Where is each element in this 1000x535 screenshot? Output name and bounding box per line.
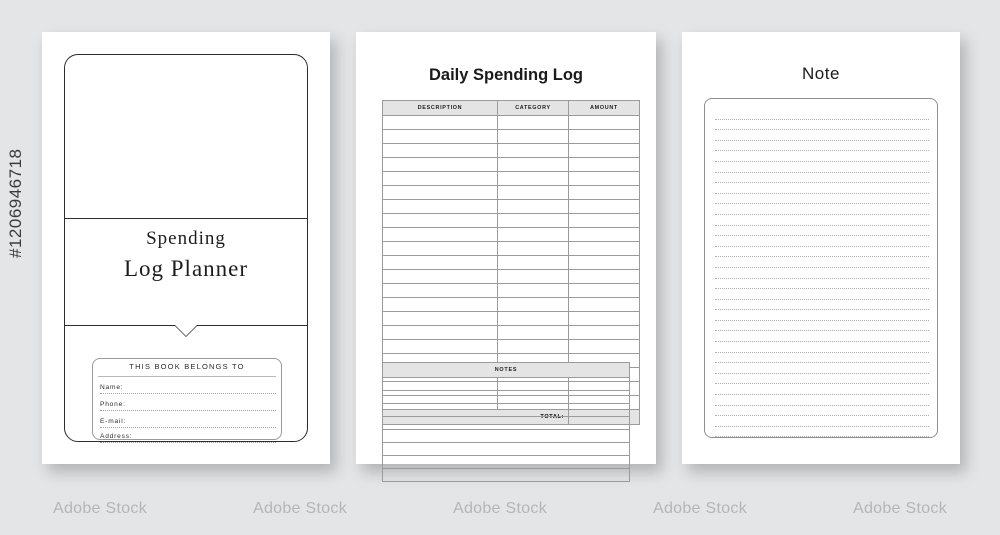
notes-cell[interactable] (383, 378, 630, 391)
table-row[interactable] (383, 284, 640, 298)
watermark-tile: Adobe Stock (52, 500, 148, 517)
cover-title-line2: Log Planner (123, 256, 249, 281)
table-row[interactable] (383, 256, 640, 270)
cell-category[interactable] (498, 200, 569, 214)
note-line[interactable] (715, 215, 929, 226)
note-line[interactable] (715, 321, 929, 332)
cell-category[interactable] (498, 326, 569, 340)
note-line[interactable] (715, 331, 929, 342)
watermark-row (0, 500, 1000, 518)
note-line[interactable] (715, 289, 929, 300)
belongs-to-heading: THIS BOOK BELONGS TO (129, 362, 245, 371)
table-header-row (383, 101, 640, 116)
cell-category[interactable] (498, 144, 569, 158)
cell-description[interactable] (383, 116, 498, 130)
name-field-label: Name: (100, 384, 124, 391)
column-header-amount: AMOUNT (569, 101, 640, 116)
name-field-line (100, 393, 276, 394)
note-line[interactable] (715, 310, 929, 321)
note-line[interactable] (715, 353, 929, 364)
cell-description[interactable] (383, 298, 498, 312)
note-line[interactable] (715, 120, 929, 131)
notes-cell[interactable] (383, 391, 630, 404)
cell-category[interactable] (498, 312, 569, 326)
cover-title (64, 228, 308, 282)
cell-description[interactable] (383, 214, 498, 228)
note-line[interactable] (715, 384, 929, 395)
notes-row[interactable] (383, 430, 630, 443)
table-row[interactable] (383, 228, 640, 242)
name-field[interactable] (100, 384, 276, 391)
cell-description[interactable] (383, 270, 498, 284)
cell-amount[interactable] (569, 116, 640, 130)
cell-description[interactable] (383, 326, 498, 340)
note-line[interactable] (715, 437, 929, 438)
note-line[interactable] (715, 300, 929, 311)
address-field-line (100, 442, 276, 443)
phone-field[interactable] (100, 401, 276, 408)
cell-description[interactable] (383, 312, 498, 326)
note-line[interactable] (715, 194, 929, 205)
notes-row[interactable] (383, 391, 630, 404)
address-field[interactable] (100, 433, 276, 440)
page-note (682, 32, 960, 464)
note-line[interactable] (715, 363, 929, 374)
watermark-tile: Adobe Stock (252, 500, 348, 517)
notes-row[interactable] (383, 443, 630, 456)
cell-category[interactable] (498, 214, 569, 228)
notes-row[interactable] (383, 469, 630, 482)
note-line[interactable] (715, 257, 929, 268)
table-row[interactable] (383, 326, 640, 340)
cell-category[interactable] (498, 284, 569, 298)
email-field-line (100, 427, 276, 428)
note-line[interactable] (715, 141, 929, 152)
cell-description[interactable] (383, 130, 498, 144)
table-row[interactable] (383, 116, 640, 130)
note-line[interactable] (715, 247, 929, 258)
notes-row[interactable] (383, 404, 630, 417)
cell-amount[interactable] (569, 172, 640, 186)
email-field[interactable] (100, 418, 276, 425)
cell-category[interactable] (498, 340, 569, 354)
cell-category[interactable] (498, 116, 569, 130)
note-line[interactable] (715, 395, 929, 406)
cell-amount[interactable] (569, 312, 640, 326)
note-ruled-lines (715, 109, 929, 438)
notes-cell[interactable] (383, 443, 630, 456)
notes-cell[interactable] (383, 404, 630, 417)
page-daily-spending-log (356, 32, 656, 464)
page-spending-log-planner-cover (42, 32, 330, 464)
table-row[interactable] (383, 340, 640, 354)
cell-amount[interactable] (569, 158, 640, 172)
cell-amount[interactable] (569, 284, 640, 298)
cell-description[interactable] (383, 172, 498, 186)
note-line[interactable] (715, 173, 929, 184)
notes-cell[interactable] (383, 456, 630, 469)
phone-field-label: Phone: (100, 401, 126, 408)
table-row[interactable] (383, 312, 640, 326)
cell-description[interactable] (383, 284, 498, 298)
cell-category[interactable] (498, 256, 569, 270)
note-line[interactable] (715, 130, 929, 141)
cell-amount[interactable] (569, 340, 640, 354)
cell-amount[interactable] (569, 326, 640, 340)
table-row[interactable] (383, 242, 640, 256)
column-header-category: CATEGORY (498, 101, 569, 116)
table-row[interactable] (383, 186, 640, 200)
cell-category[interactable] (498, 270, 569, 284)
note-line[interactable] (715, 374, 929, 385)
notes-heading: NOTES (383, 363, 630, 378)
cell-amount[interactable] (569, 200, 640, 214)
note-line[interactable] (715, 406, 929, 417)
cell-amount[interactable] (569, 144, 640, 158)
cell-category[interactable] (498, 172, 569, 186)
cell-amount[interactable] (569, 256, 640, 270)
cell-amount[interactable] (569, 130, 640, 144)
belongs-to-heading-rule (98, 376, 276, 377)
table-row[interactable] (383, 172, 640, 186)
phone-field-line (100, 410, 276, 411)
note-line[interactable] (715, 416, 929, 427)
cell-description[interactable] (383, 228, 498, 242)
note-line[interactable] (715, 109, 929, 120)
cell-description[interactable] (383, 200, 498, 214)
cell-category[interactable] (498, 130, 569, 144)
cell-amount[interactable] (569, 214, 640, 228)
cell-description[interactable] (383, 242, 498, 256)
table-row[interactable] (383, 144, 640, 158)
page-title: Daily Spending Log (428, 66, 583, 84)
cell-category[interactable] (498, 186, 569, 200)
notes-row[interactable] (383, 378, 630, 391)
note-writing-area[interactable] (704, 98, 938, 438)
watermark-tile: Adobe Stock (652, 500, 748, 517)
cell-description[interactable] (383, 340, 498, 354)
note-line[interactable] (715, 162, 929, 173)
cell-amount[interactable] (569, 228, 640, 242)
cell-category[interactable] (498, 158, 569, 172)
notes-row[interactable] (383, 456, 630, 469)
note-line[interactable] (715, 151, 929, 162)
note-line[interactable] (715, 236, 929, 247)
table-row[interactable] (383, 214, 640, 228)
note-line[interactable] (715, 279, 929, 290)
notes-row[interactable] (383, 417, 630, 430)
email-field-label: E-mail: (100, 418, 127, 425)
watermark-tile: Adobe Stock (452, 500, 548, 517)
total-label: TOTAL: (383, 410, 569, 425)
cover-chevron-ornament (175, 325, 197, 336)
notes-cell[interactable] (383, 430, 630, 443)
note-line[interactable] (715, 204, 929, 215)
note-line[interactable] (715, 183, 929, 194)
notes-header-row (383, 363, 630, 378)
cell-category[interactable] (498, 228, 569, 242)
table-row[interactable] (383, 270, 640, 284)
note-line[interactable] (715, 427, 929, 438)
table-row[interactable] (383, 130, 640, 144)
page-title: Note (802, 64, 840, 83)
cell-amount[interactable] (569, 298, 640, 312)
notes-cell[interactable] (383, 469, 630, 482)
cell-description[interactable] (383, 186, 498, 200)
note-line[interactable] (715, 226, 929, 237)
column-header-description: DESCRIPTION (383, 101, 498, 116)
notes-cell[interactable] (383, 417, 630, 430)
notes-table (382, 362, 630, 482)
cover-title-line1: Spending (146, 228, 226, 249)
notes-body (383, 378, 630, 482)
table-row[interactable] (383, 200, 640, 214)
cell-description[interactable] (383, 256, 498, 270)
address-field-label: Address: (100, 433, 133, 440)
cell-amount[interactable] (569, 270, 640, 284)
table-row[interactable] (383, 158, 640, 172)
note-line[interactable] (715, 342, 929, 353)
cell-amount[interactable] (569, 242, 640, 256)
table-row[interactable] (383, 298, 640, 312)
cell-amount[interactable] (569, 186, 640, 200)
cell-description[interactable] (383, 144, 498, 158)
watermark-tile: Adobe Stock (852, 500, 948, 517)
cell-category[interactable] (498, 242, 569, 256)
cell-description[interactable] (383, 158, 498, 172)
cell-category[interactable] (498, 298, 569, 312)
note-line[interactable] (715, 268, 929, 279)
stock-image-id: #1206946718 (6, 148, 25, 258)
